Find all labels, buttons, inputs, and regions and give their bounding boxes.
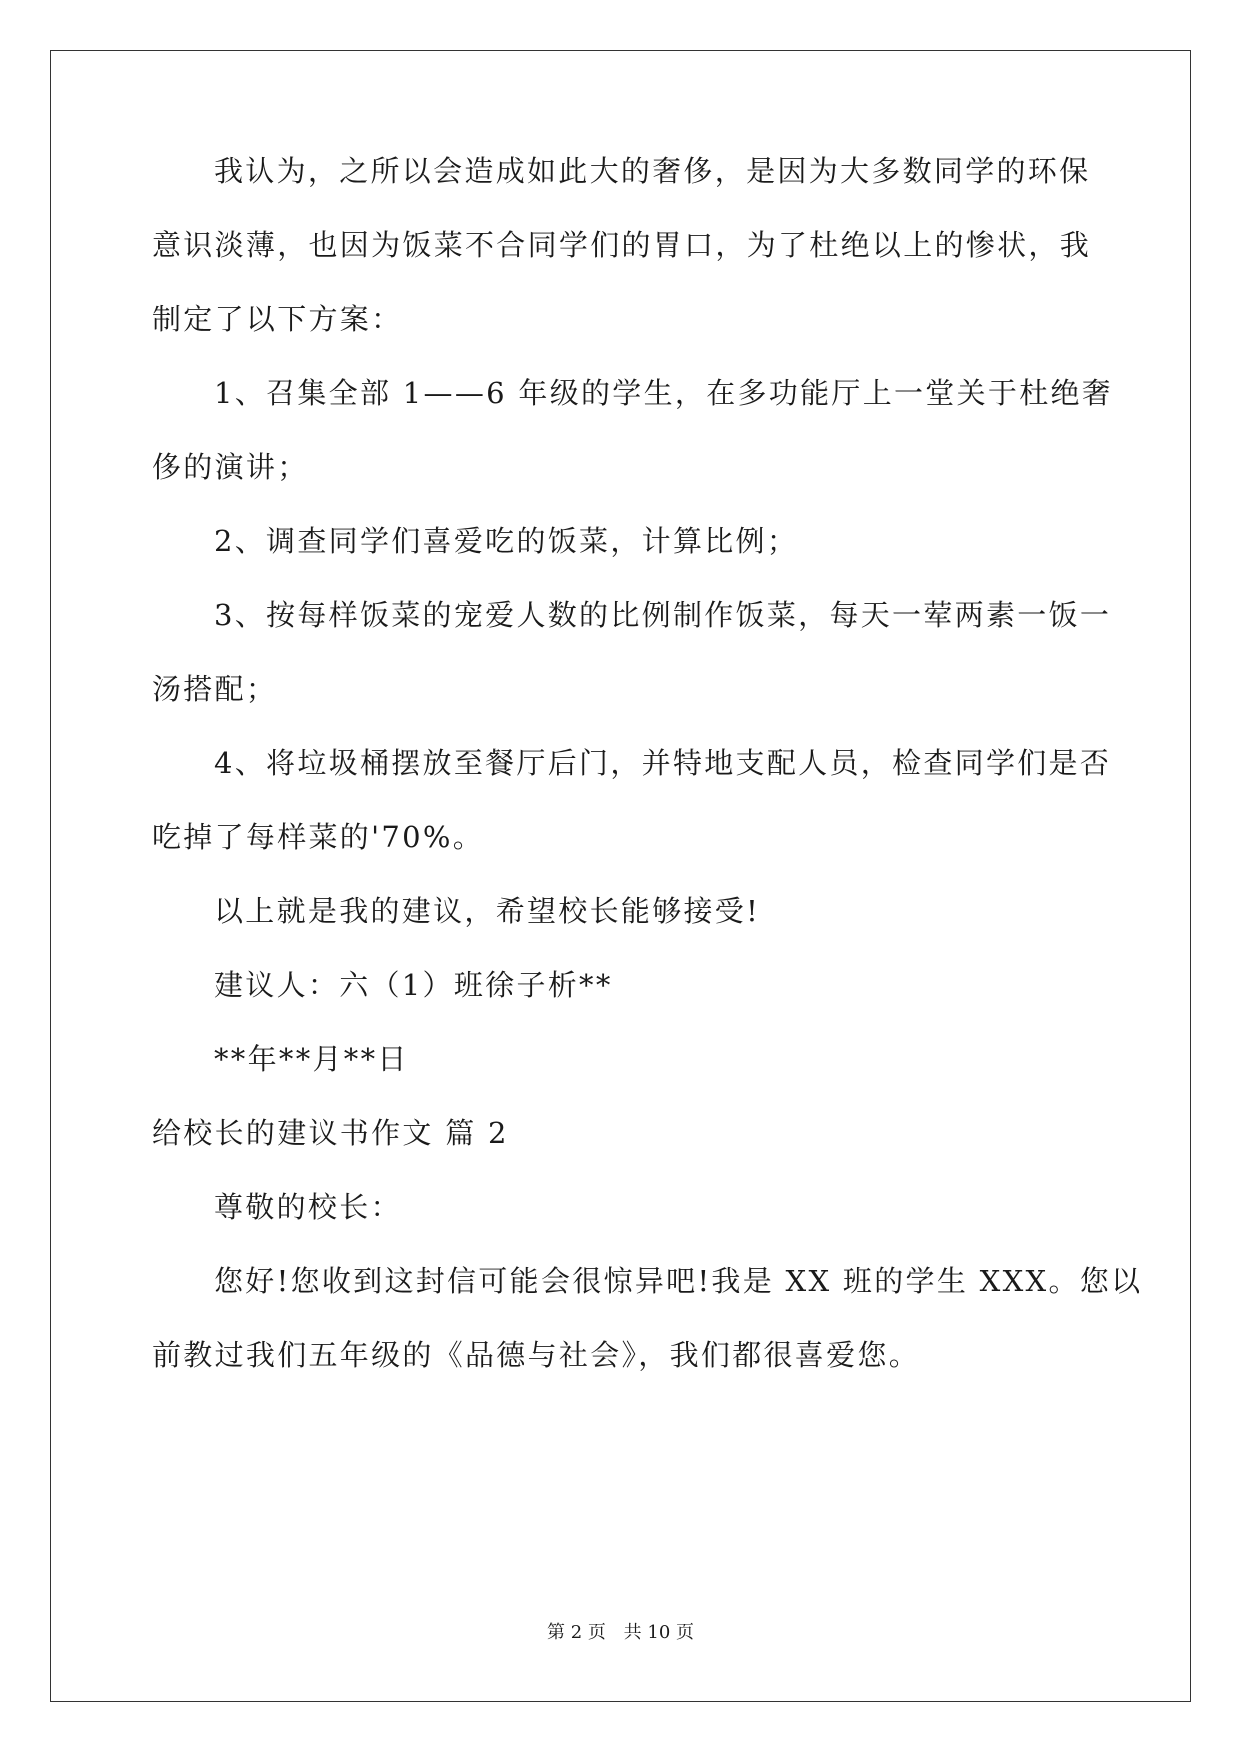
paragraph-line: 制定了以下方案： xyxy=(152,302,403,336)
page-number: 第 2 页 xyxy=(547,1622,606,1643)
section-heading: 给校长的建议书作文 篇 2 xyxy=(152,1116,509,1150)
list-item-line: 汤搭配； xyxy=(152,672,278,706)
page-frame xyxy=(50,50,1191,1702)
signature-line: 建议人：六（1）班徐子析** xyxy=(214,968,613,1002)
list-item-line: 4、将垃圾桶摆放至餐厅后门，并特地支配人员，检查同学们是否 xyxy=(214,746,1112,780)
list-item-line: 1、召集全部 1——6 年级的学生，在多功能厅上一堂关于杜绝奢 xyxy=(214,376,1114,410)
page-footer xyxy=(0,1621,1241,1645)
paragraph-line: 您好!您收到这封信可能会很惊异吧!我是 XX 班的学生 XXX。您以 xyxy=(214,1264,1143,1298)
closing-line: 以上就是我的建议，希望校长能够接受! xyxy=(214,894,761,928)
list-item-line: 2、调查同学们喜爱吃的饭菜，计算比例； xyxy=(214,524,799,558)
list-item-line: 侈的演讲； xyxy=(152,450,309,484)
list-item-line: 3、按每样饭菜的宠爱人数的比例制作饭菜，每天一荤两素一饭一 xyxy=(214,598,1112,632)
salutation-line: 尊敬的校长： xyxy=(214,1190,402,1224)
date-line: **年**月**日 xyxy=(214,1042,409,1076)
paragraph-line: 我认为，之所以会造成如此大的奢侈，是因为大多数同学的环保 xyxy=(214,154,1091,188)
list-item-line: 吃掉了每样菜的'70%。 xyxy=(152,820,485,854)
paragraph-line: 意识淡薄，也因为饭菜不合同学们的胃口，为了杜绝以上的惨状，我 xyxy=(152,228,1092,262)
paragraph-line: 前教过我们五年级的《品德与社会》，我们都很喜爱您。 xyxy=(152,1338,921,1372)
page-total: 共 10 页 xyxy=(623,1622,694,1643)
